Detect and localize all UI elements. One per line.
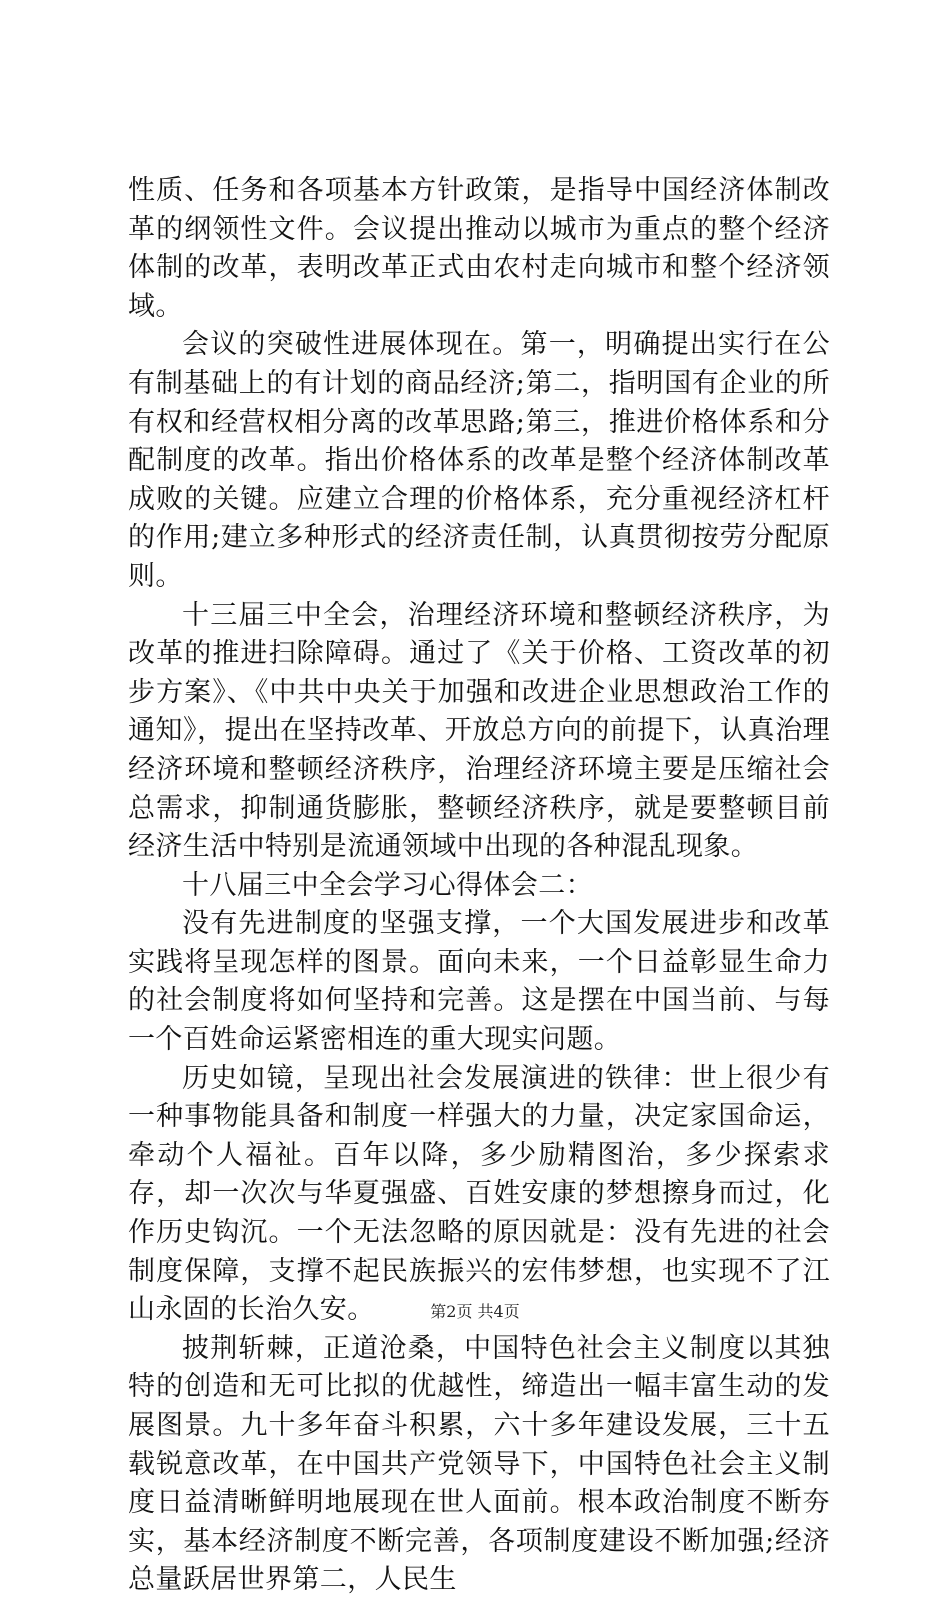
section-heading: 十八届三中全会学习心得体会二： [182,869,593,901]
paragraph-1: 性质、任务和各项基本方针政策，是指导中国经济体制改革的纲领性文件。会议提出推动以城市为重点的整个经济体制的改革，表明改革正式由农村走向城市和整个经济领域。 [128,175,830,322]
document-body [128,172,830,1600]
paragraph-3: 十三届三中全会，治理经济环境和整顿经济秩序，为改革的推进扫除障碍。通过了《关于价格、工资改革的初步方案》、《中共中央关于加强和改进企业思想政治工作的通知》，提出在坚持改革、开放总方向的前提下，认真治理经济环境和整顿经济秩序，治理经济环境主要是压缩社会总需求，抑制通货膨胀，整顿经济秩序，就是要整顿目前经济生活中特别是流通领域中出现的各种混乱现象。 [128,599,830,863]
paragraph-6: 历史如镜，呈现出社会发展演进的铁律：世上很少有一种事物能具备和制度一样强大的力量，决定家国命运，牵动个人福祉。百年以降，多少励精图治，多少探索求存，却一次次与华夏强盛、百姓安康的梦想擦身而过，化作历史钩沉。一个无法忽略的原因就是：没有先进的社会制度保障，支撑不起民族振兴的宏伟梦想，也实现不了江山永固的长治久安。 [128,1062,830,1326]
paragraph-7: 披荆斩棘，正道沧桑，中国特色社会主义制度以其独特的创造和无可比拟的优越性，缔造出一幅丰富生动的发展图景。九十多年奋斗积累，六十多年建设发展，三十五载锐意改革，在中国共产党领导下，中国特色社会主义制度日益清晰鲜明地展现在世人面前。根本政治制度不断夯实，基本经济制度不断完善，各项制度建设不断加强;经济总量跃居世界第二，人民生 [128,1332,830,1596]
paragraph-5: 没有先进制度的坚强支撑，一个大国发展进步和改革实践将呈现怎样的图景。面向未来，一个日益彰显生命力的社会制度将如何坚持和完善。这是摆在中国当前、与每一个百姓命运紧密相连的重大现实问题。 [128,908,830,1056]
paragraph-2: 会议的突破性进展体现在。第一，明确提出实行在公有制基础上的有计划的商品经济;第二，指明国有企业的所有权和经营权相分离的改革思路;第三，推进价格体系和分配制度的改革。指出价格体系的改革是整个经济体制改革成败的关键。应建立合理的价格体系，充分重视经济杠杆的作用;建立多种形式的经济责任制，认真贯彻按劳分配原则。 [128,329,830,592]
page-number-footer: 第2页 共4页 [430,1302,520,1321]
